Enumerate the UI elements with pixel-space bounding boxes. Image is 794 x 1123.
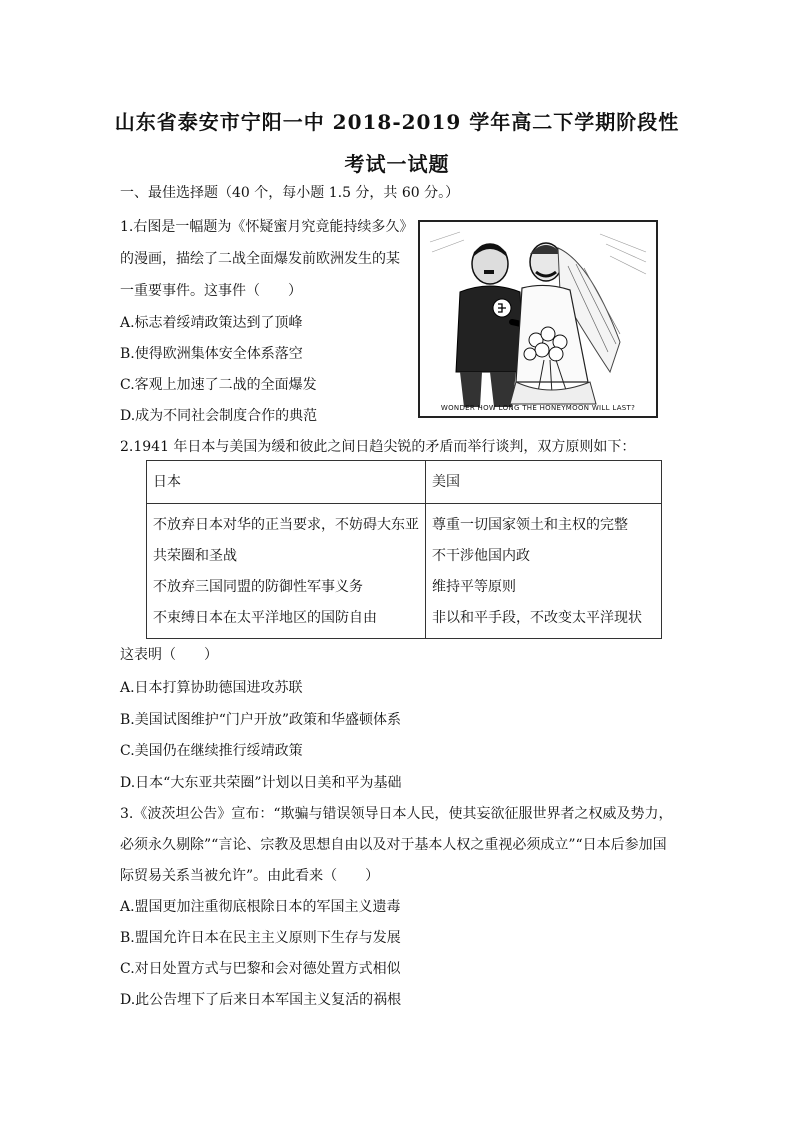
section-heading: 一、最佳选择题（40 个，每小题 1.5 分，共 60 分。） bbox=[120, 185, 460, 201]
table-header-japan: 日本 bbox=[147, 461, 426, 504]
us-principle-line: 非以和平手段，不改变太平洋现状 bbox=[432, 610, 642, 626]
honeymoon-cartoon bbox=[418, 220, 658, 418]
q2-option-c: C.美国仍在继续推行绥靖政策 bbox=[120, 743, 303, 759]
q1-option-c: C.客观上加速了二战的全面爆发 bbox=[120, 377, 317, 393]
q2-option-d: D.日本“大东亚共荣圈”计划以日美和平为基础 bbox=[120, 775, 402, 791]
cartoon-caption: WONDER HOW LONG THE HONEYMOON WILL LAST? bbox=[440, 404, 636, 412]
q1-stem-line-1: 1.右图是一幅题为《怀疑蜜月究竟能持续多久》 bbox=[120, 219, 414, 235]
q1-option-b: B.使得欧洲集体安全体系落空 bbox=[120, 346, 303, 362]
q2-option-b: B.美国试图维护“门户开放”政策和华盛顿体系 bbox=[120, 712, 402, 728]
q1-option-d: D.成为不同社会制度合作的典范 bbox=[120, 408, 318, 424]
japan-principle-line: 不束缚日本在太平洋地区的国防自由 bbox=[153, 610, 377, 626]
q1-stem-line-2: 的漫画，描绘了二战全面爆发前欧洲发生的某 bbox=[120, 251, 400, 267]
page-title-line-2: 考试一试题 bbox=[344, 152, 450, 176]
japan-principle-line: 不放弃日本对华的正当要求，不妨碍大东亚 bbox=[153, 517, 419, 533]
us-principle-line: 尊重一切国家领土和主权的完整 bbox=[432, 517, 628, 533]
japan-principles-cell bbox=[147, 504, 426, 639]
japan-principle-line: 不放弃三国同盟的防御性军事义务 bbox=[153, 579, 363, 595]
q1-stem-line-3: 一重要事件。这事件（ ） bbox=[120, 283, 302, 299]
q2-follow: 这表明（ ） bbox=[120, 647, 218, 663]
us-principles-cell bbox=[426, 504, 662, 639]
cartoon-illustration bbox=[420, 222, 656, 416]
q3-option-a: A.盟国更加注重彻底根除日本的军国主义遗毒 bbox=[120, 899, 401, 915]
q3-option-d: D.此公告埋下了后来日本军国主义复活的祸根 bbox=[120, 992, 402, 1008]
table-header-us: 美国 bbox=[426, 461, 662, 504]
q3-stem-line-3: 际贸易关系当被允许”。由此看来（ ） bbox=[120, 868, 380, 884]
q2-option-a: A.日本打算协助德国进攻苏联 bbox=[120, 680, 303, 696]
page-title-line-1: 山东省泰安市宁阳一中 2018-2019 学年高二下学期阶段性 bbox=[114, 110, 680, 134]
japan-principle-line: 共荣圈和圣战 bbox=[153, 548, 237, 564]
q3-option-b: B.盟国允许日本在民主主义原则下生存与发展 bbox=[120, 930, 401, 946]
us-principle-line: 不干涉他国内政 bbox=[432, 548, 530, 564]
negotiation-table bbox=[146, 460, 662, 639]
q3-option-c: C.对日处置方式与巴黎和会对德处置方式相似 bbox=[120, 961, 401, 977]
q3-stem-line-1: 3.《波茨坦公告》宣布：“欺骗与错误领导日本人民，使其妄欲征服世界者之权威及势力， bbox=[120, 806, 673, 822]
q1-option-a: A.标志着绥靖政策达到了顶峰 bbox=[120, 315, 303, 331]
us-principle-line: 维持平等原则 bbox=[432, 579, 516, 595]
q3-stem-line-2: 必须永久剔除”“言论、宗教及思想自由以及对于基本人权之重视必须成立”“日本后参加国 bbox=[120, 837, 667, 853]
q2-stem: 2.1941 年日本与美国为缓和彼此之间日趋尖锐的矛盾而举行谈判，双方原则如下： bbox=[120, 439, 636, 455]
